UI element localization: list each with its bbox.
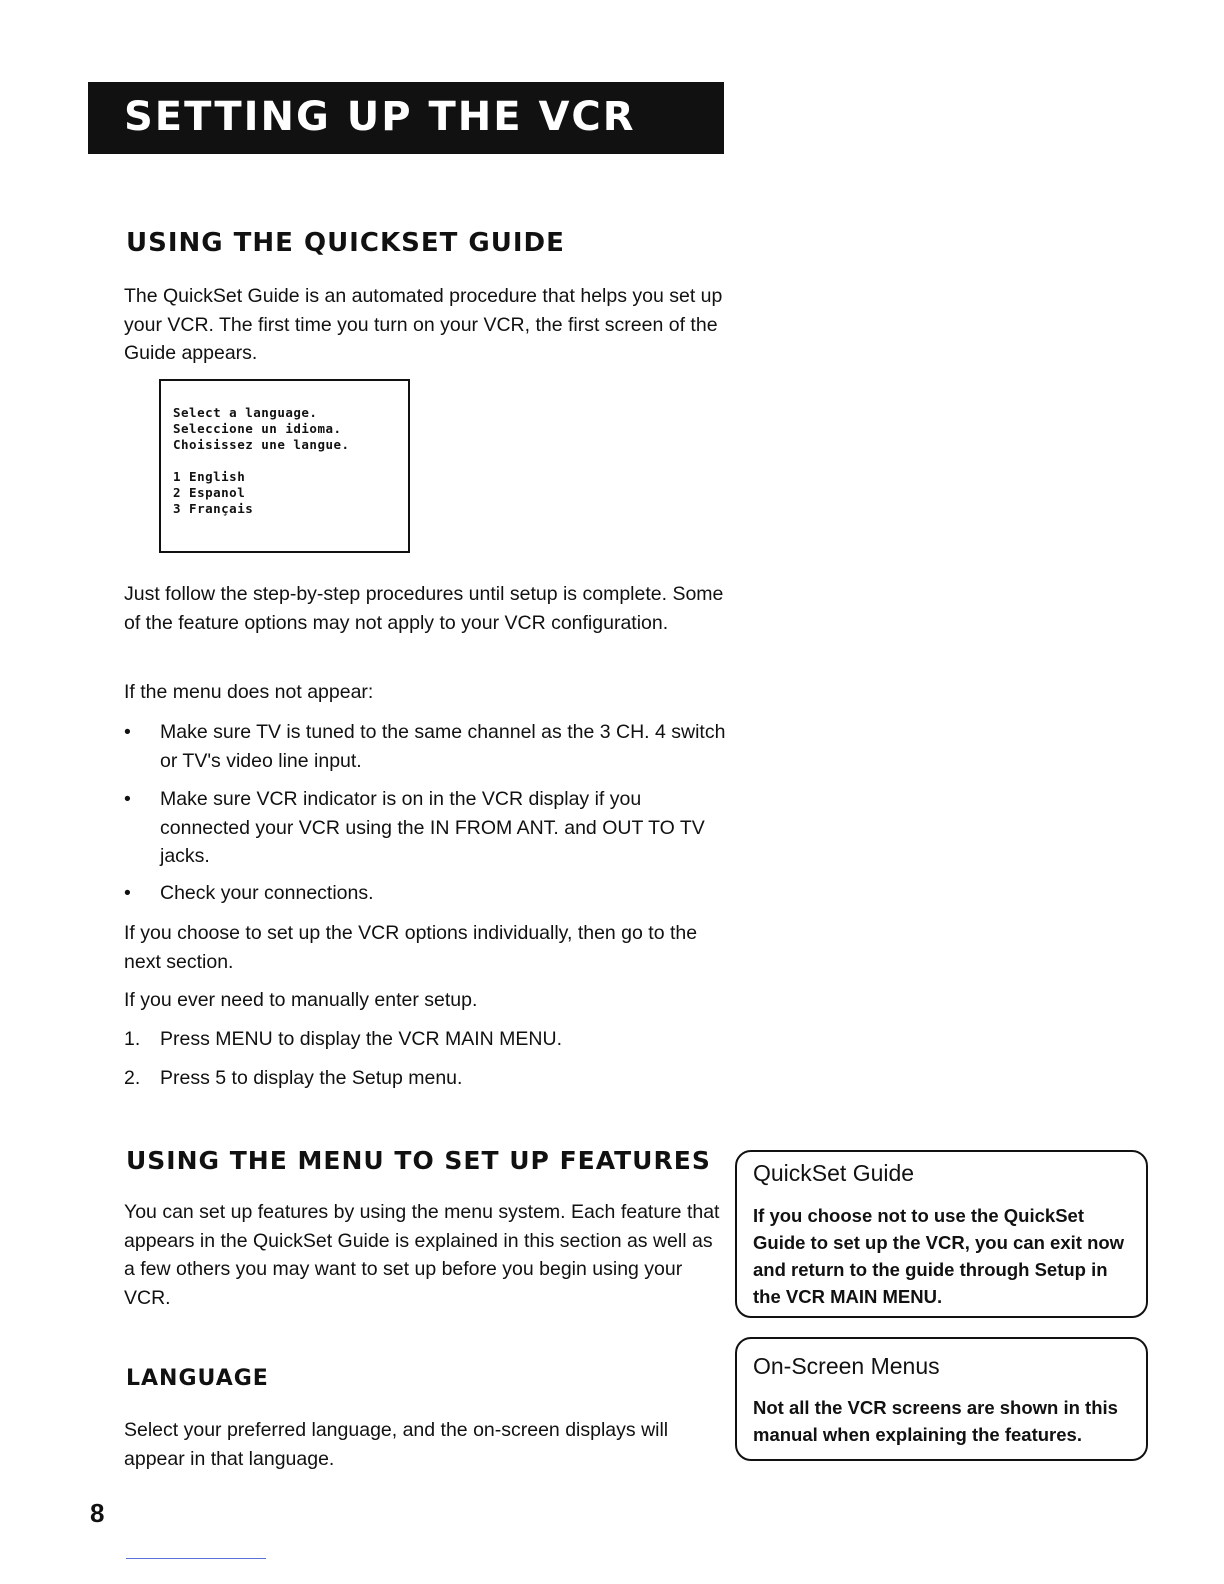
menu-missing-paragraph: If the menu does not appear: bbox=[124, 681, 374, 703]
bullet-icon: • bbox=[124, 788, 131, 810]
chapter-banner bbox=[88, 82, 724, 154]
section-heading-quickset: USING THE QUICKSET GUIDE bbox=[126, 228, 565, 258]
sidebar-note-onscreen bbox=[735, 1337, 1148, 1461]
screen-option: 1 English bbox=[173, 469, 246, 484]
screen-line: Choisissez une langue. bbox=[173, 437, 350, 452]
step-number: 2. bbox=[124, 1067, 141, 1089]
bullet-text: Check your connections. bbox=[160, 882, 374, 904]
note-body: Not all the VCR screens are shown in this manual when explaining the features. bbox=[753, 1397, 1118, 1445]
individually-paragraph: If you choose to set up the VCR options individually, then go to the next section. bbox=[124, 922, 698, 973]
language-screen bbox=[159, 379, 410, 553]
section-heading-language: LANGUAGE bbox=[126, 1366, 269, 1391]
screen-line: Select a language. bbox=[173, 405, 318, 420]
step-number: 1. bbox=[124, 1028, 141, 1050]
note-title: QuickSet Guide bbox=[753, 1160, 915, 1186]
bullet-icon: • bbox=[124, 882, 131, 904]
step-text: Press MENU to display the VCR MAIN MENU. bbox=[160, 1028, 563, 1050]
screen-option: 2 Espanol bbox=[173, 485, 246, 500]
page-number: 8 bbox=[90, 1498, 105, 1528]
menu-features-paragraph: You can set up features by using the menu system. Each feature that appears in the QuickSet Guide is explained in this section as well as a few others you may want to set up before you begin using your VCR. bbox=[124, 1201, 720, 1309]
manual-paragraph: If you ever need to manually enter setup. bbox=[124, 989, 478, 1011]
bullet-text: Make sure VCR indicator is on in the VCR display if you connected your VCR using the IN FROM ANT. and OUT TO TV jacks. bbox=[160, 788, 705, 867]
quickset-intro: The QuickSet Guide is an automated procedure that helps you set up your VCR. The first time you turn on your VCR, the first screen of the Guide appears. bbox=[124, 285, 723, 364]
bullet-icon: • bbox=[124, 721, 131, 743]
chapter-title: SETTING UP THE VCR bbox=[124, 94, 636, 140]
screen-option: 3 Français bbox=[173, 501, 254, 516]
screen-line: Seleccione un idioma. bbox=[173, 421, 342, 436]
follow-paragraph: Just follow the step-by-step procedures until setup is complete. Some of the feature options may not apply to your VCR configuration. bbox=[124, 583, 724, 634]
bullet-text: Make sure TV is tuned to the same channel as the 3 CH. 4 switch or TV's video line input. bbox=[160, 721, 726, 772]
section-heading-menu-features: USING THE MENU TO SET UP FEATURES bbox=[126, 1146, 711, 1175]
note-body: If you choose not to use the QuickSet Guide to set up the VCR, you can exit now and return to the guide through Setup in the VCR MAIN MENU. bbox=[753, 1205, 1125, 1307]
note-title: On-Screen Menus bbox=[753, 1353, 940, 1379]
step-text: Press 5 to display the Setup menu. bbox=[160, 1067, 463, 1089]
language-paragraph: Select your preferred language, and the on-screen displays will appear in that language. bbox=[124, 1419, 669, 1470]
footer-rule bbox=[126, 1558, 266, 1559]
sidebar-note-quickset bbox=[735, 1150, 1148, 1318]
